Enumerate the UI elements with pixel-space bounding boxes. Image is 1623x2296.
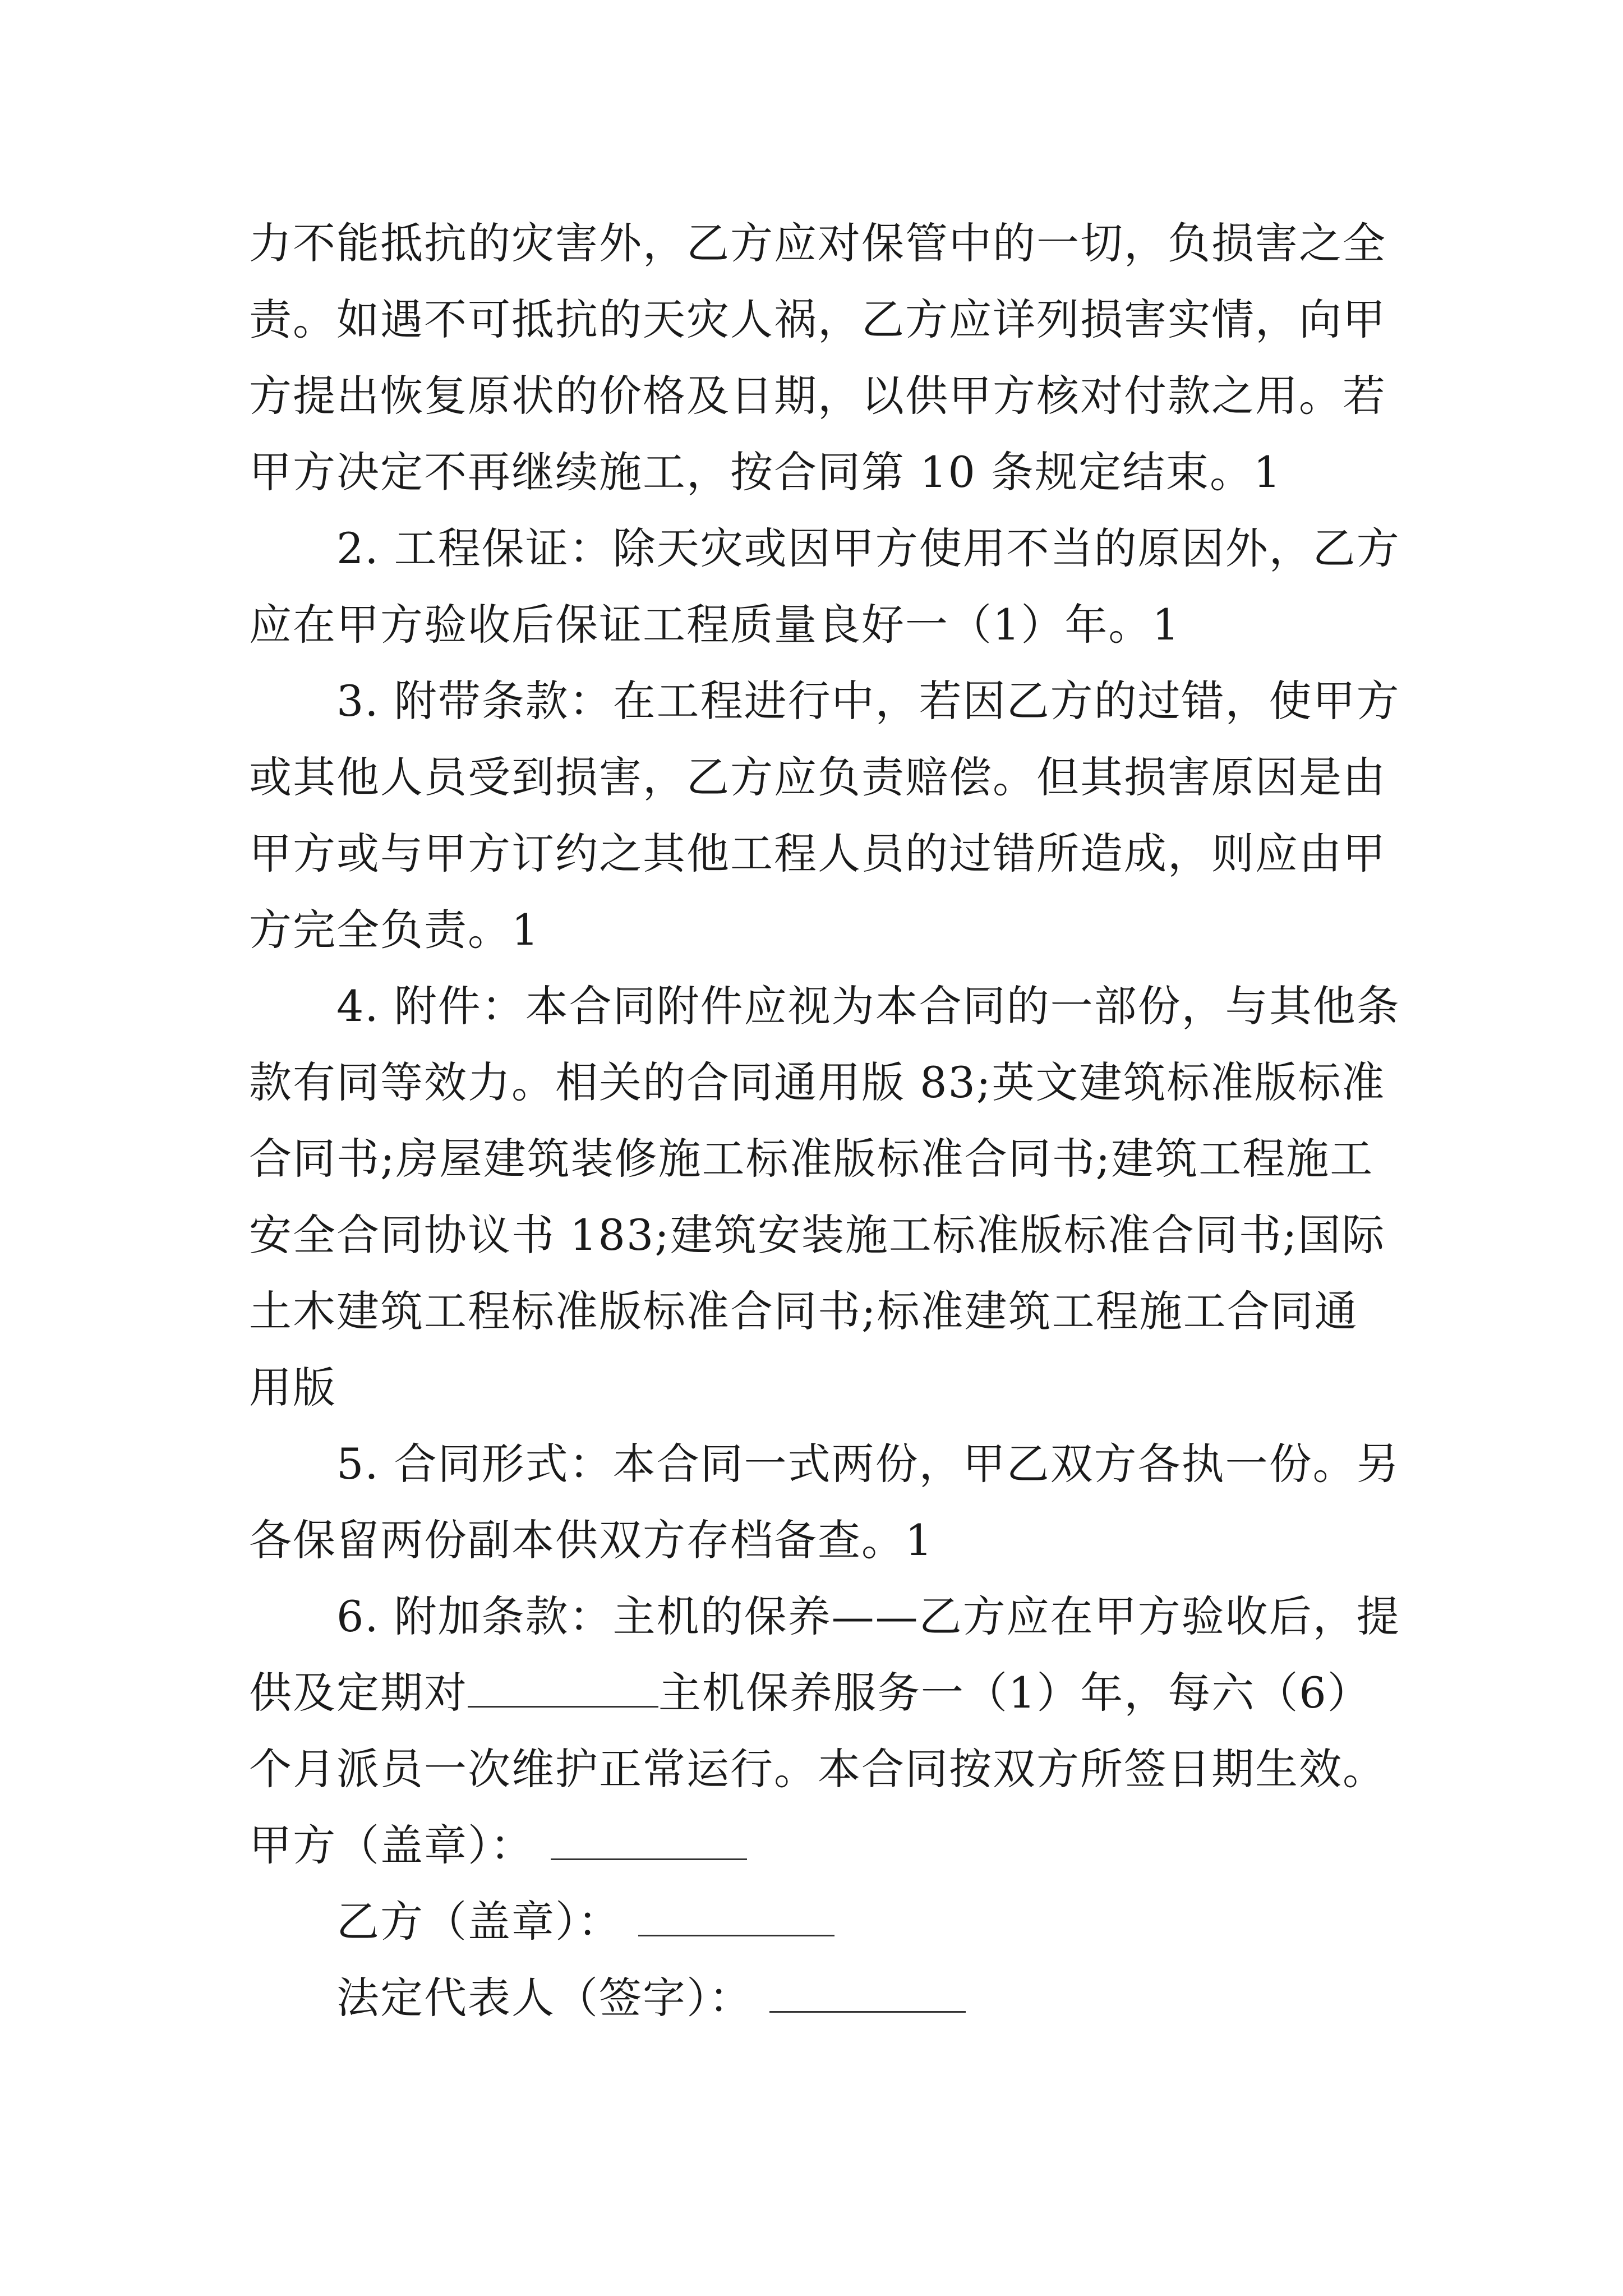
paragraph-line: 方提出恢复原状的价格及日期，以供甲方核对付款之用。若 <box>249 371 1386 421</box>
line-text-after-blank: 主机保养服务一（1）年，每六（6） <box>658 1668 1371 1718</box>
signature-label: 乙方（盖章）： <box>336 1897 621 1947</box>
clause-2-line: 2. 工程保证：除天灾或因甲方使用不当的原因外，乙方 <box>336 523 1400 573</box>
paragraph-line: 甲方或与甲方订约之其他工程人员的过错所造成，则应由甲 <box>249 829 1386 878</box>
signature-party-a <box>249 1820 747 1870</box>
paragraph-line: 用版 <box>249 1363 336 1412</box>
paragraph-line: 应在甲方验收后保证工程质量良好一（1）年。1 <box>249 600 1181 650</box>
paragraph-line: 合同书;房屋建筑装修施工标准版标准合同书;建筑工程施工 <box>249 1134 1374 1184</box>
paragraph-line: 土木建筑工程标准版标准合同书;标准建筑工程施工合同通 <box>249 1286 1358 1336</box>
fill-in-blank[interactable] <box>468 1672 658 1708</box>
signature-blank[interactable] <box>769 1977 966 2013</box>
line-text-before-blank: 供及定期对 <box>249 1668 468 1718</box>
clause-6-line: 6. 附加条款：主机的保养——乙方应在甲方验收后，提 <box>336 1591 1400 1641</box>
paragraph-line: 个月派员一次维护正常运行。本合同按双方所签日期生效。 <box>249 1744 1386 1794</box>
paragraph-line: 款有同等效力。相关的合同通用版 83;英文建筑标准版标准 <box>249 1057 1386 1107</box>
paragraph-line: 各保留两份副本供双方存档备查。1 <box>249 1515 934 1565</box>
signature-blank[interactable] <box>551 1825 747 1860</box>
signature-blank[interactable] <box>638 1901 834 1936</box>
paragraph-line: 力不能抵抗的灾害外，乙方应对保管中的一切，负损害之全 <box>249 218 1386 268</box>
clause-5-line: 5. 合同形式：本合同一式两份，甲乙双方各执一份。另 <box>336 1439 1400 1489</box>
paragraph-line: 或其他人员受到损害，乙方应负责赔偿。但其损害原因是由 <box>249 752 1386 802</box>
signature-legal-rep <box>336 1973 966 2023</box>
signature-label: 甲方（盖章）： <box>249 1820 534 1870</box>
paragraph-line-with-blank <box>249 1668 1371 1718</box>
paragraph-line: 安全合同协议书 183;建筑安装施工标准版标准合同书;国际 <box>249 1210 1386 1260</box>
paragraph-line: 甲方决定不再继续施工，按合同第 10 条规定结束。1 <box>249 447 1282 497</box>
paragraph-line: 责。如遇不可抵抗的天灾人祸，乙方应详列损害实情，向甲 <box>249 295 1386 344</box>
signature-party-b <box>336 1897 834 1947</box>
clause-4-line: 4. 附件：本合同附件应视为本合同的一部份，与其他条 <box>336 981 1400 1031</box>
paragraph-line: 方完全负责。1 <box>249 905 540 955</box>
signature-label: 法定代表人（签字）： <box>336 1973 753 2023</box>
clause-3-line: 3. 附带条款：在工程进行中，若因乙方的过错，使甲方 <box>336 676 1400 726</box>
